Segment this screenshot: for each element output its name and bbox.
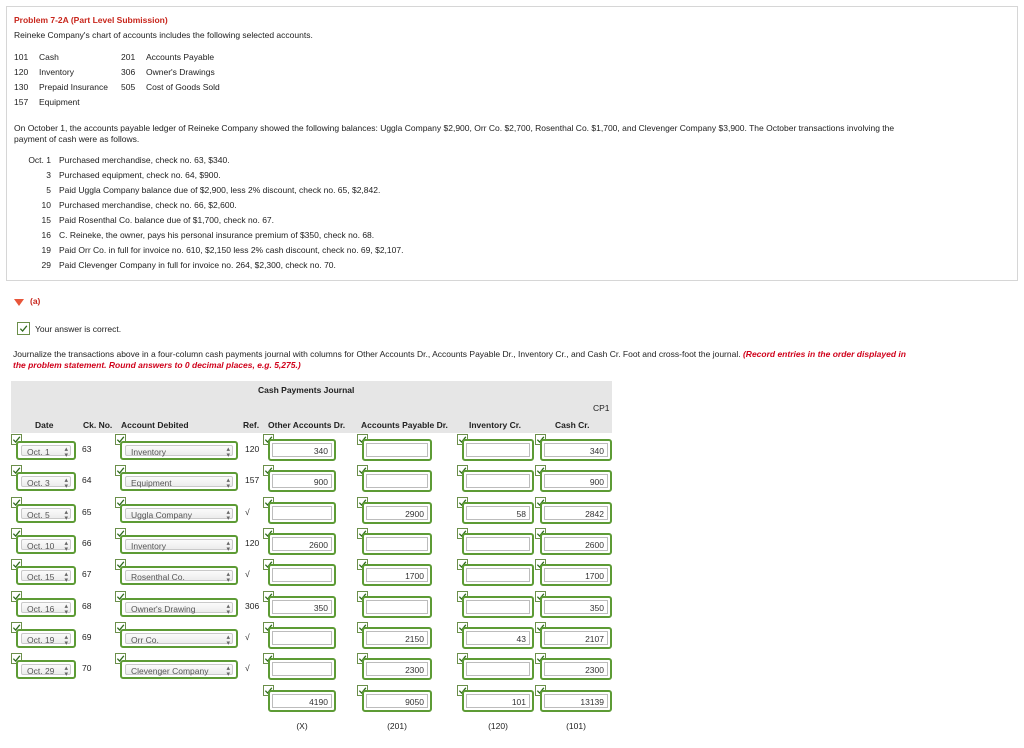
account-item (14, 52, 59, 62)
inv-amount-input[interactable] (462, 596, 534, 618)
instruction-text: Journalize the transactions above in a four-column cash payments journal with columns for Other Accounts Dr., Accounts Payable Dr., Inventory Cr., and Cash Cr. Foot and cross-foot the journal. (13, 349, 741, 359)
cash-posting-ref: (101) (566, 721, 586, 731)
ap-amount-value: 1700 (366, 568, 428, 582)
part-label[interactable]: (a) (30, 296, 41, 306)
select-arrows-icon: ▴ ▾ (64, 539, 68, 553)
transaction-text: Purchased merchandise, check no. 63, $340. (59, 155, 230, 165)
date-value: Oct. 19 (21, 633, 71, 644)
account-item (14, 82, 108, 92)
inv-posting-ref: (120) (488, 721, 508, 731)
other-amount-input[interactable] (268, 533, 336, 555)
ap-amount-input[interactable] (362, 470, 432, 492)
instruction-red-1: (Record entries in the order displayed in (742, 349, 906, 359)
cash-amount-value: 1700 (544, 568, 608, 582)
account-select[interactable] (120, 629, 238, 648)
account-value: Inventory (125, 445, 233, 456)
other-amount-value (272, 662, 332, 676)
header-ck: Ck. No. (83, 420, 113, 430)
other-amount-input[interactable] (268, 658, 336, 680)
other-amount-input[interactable] (268, 439, 336, 461)
transaction-date: 29 (41, 260, 51, 270)
inv-amount-value (466, 662, 530, 676)
transaction-date: 15 (41, 215, 51, 225)
transaction-date: 19 (41, 245, 51, 255)
transaction-date: 10 (41, 200, 51, 210)
inv-amount-input[interactable] (462, 564, 534, 586)
cash-amount-input[interactable] (540, 502, 612, 524)
inv-amount-input[interactable] (462, 470, 534, 492)
date-select[interactable] (16, 472, 76, 491)
account-number: 201 (121, 52, 136, 62)
ap-amount-value (366, 537, 428, 551)
correct-text: Your answer is correct. (35, 324, 122, 334)
cash-total-input[interactable] (540, 690, 612, 712)
cash-amount-value: 350 (544, 600, 608, 614)
journal-title: Cash Payments Journal (258, 385, 355, 395)
select-arrows-icon: ▴ ▾ (64, 446, 68, 459)
account-value: Owner's Drawing (125, 602, 233, 613)
cash-amount-input[interactable] (540, 564, 612, 586)
ap-amount-value: 2300 (366, 662, 428, 676)
account-value: Rosenthal Co. (125, 570, 233, 581)
inv-amount-input[interactable] (462, 658, 534, 680)
ap-amount-value (366, 474, 428, 488)
account-name: Prepaid Insurance (39, 82, 108, 92)
other-amount-input[interactable] (268, 596, 336, 618)
cash-amount-input[interactable] (540, 658, 612, 680)
select-arrows-icon: ▴ ▾ (226, 633, 230, 647)
date-select[interactable] (16, 566, 76, 585)
select-arrows-icon: ▴ ▾ (226, 477, 230, 491)
select-arrows-icon: ▴ ▾ (226, 665, 230, 679)
select-arrows-icon: ▴ ▾ (64, 633, 68, 647)
ap-posting-ref: (201) (387, 721, 407, 731)
header-account: Account Debited (121, 420, 189, 430)
transaction-date: 5 (46, 185, 51, 195)
inv-total-value: 101 (466, 694, 530, 708)
cash-amount-input[interactable] (540, 596, 612, 618)
transaction-text: Paid Clevenger Company in full for invoice no. 264, $2,300, check no. 70. (59, 260, 336, 270)
account-select[interactable] (120, 660, 238, 679)
ref-value: √ (245, 631, 250, 642)
account-number: 130 (14, 82, 29, 92)
account-name: Accounts Payable (146, 52, 215, 62)
date-value: Oct. 15 (21, 570, 71, 581)
account-name: Cash (39, 52, 59, 62)
ap-amount-input[interactable] (362, 533, 432, 555)
other-amount-value (272, 631, 332, 645)
transaction-date: 3 (46, 170, 51, 180)
problem-title: Problem 7-2A (Part Level Submission) (14, 15, 168, 25)
account-value: Clevenger Company (125, 664, 233, 675)
cash-amount-value: 2842 (544, 506, 608, 520)
ap-amount-input[interactable] (362, 502, 432, 524)
header-ap: Accounts Payable Dr. (361, 420, 448, 430)
other-amount-value: 340 (272, 443, 332, 457)
date-select[interactable] (16, 629, 76, 648)
cash-amount-value: 2107 (544, 631, 608, 645)
account-name: Cost of Goods Sold (146, 82, 220, 92)
journal-page: CP1 (593, 403, 610, 413)
account-select[interactable] (120, 504, 238, 523)
account-number: 157 (14, 97, 29, 107)
cash-amount-input[interactable] (540, 627, 612, 649)
date-select[interactable] (16, 535, 76, 554)
ap-amount-value: 2900 (366, 506, 428, 520)
check-number: 64 (82, 475, 92, 486)
account-select[interactable] (120, 566, 238, 585)
other-amount-value: 900 (272, 474, 332, 488)
header-cash: Cash Cr. (555, 420, 590, 430)
date-value: Oct. 3 (21, 476, 71, 487)
inv-amount-input[interactable] (462, 627, 534, 649)
cash-amount-value: 900 (544, 474, 608, 488)
instruction-line1 (13, 349, 906, 359)
account-item (121, 67, 215, 77)
select-arrows-icon: ▴ ▾ (226, 571, 230, 585)
select-arrows-icon: ▴ ▾ (64, 602, 68, 616)
date-value: Oct. 16 (21, 602, 71, 613)
select-arrows-icon: ▴ ▾ (226, 446, 230, 459)
account-name: Inventory (39, 67, 74, 77)
account-item (14, 67, 74, 77)
check-number: 68 (82, 600, 92, 611)
header-other: Other Accounts Dr. (268, 420, 346, 430)
ap-amount-value (366, 600, 428, 614)
account-value: Uggla Company (125, 508, 233, 519)
instruction-red-2: the problem statement. Round answers to 0 decimal places, e.g. 5,275.) (13, 360, 301, 370)
select-arrows-icon: ▴ ▾ (64, 665, 68, 679)
account-select[interactable] (120, 472, 238, 491)
cash-amount-value: 340 (544, 443, 608, 457)
other-amount-value: 2600 (272, 537, 332, 551)
account-item (121, 52, 214, 62)
collapse-arrow-icon[interactable] (14, 299, 24, 306)
ap-amount-value: 2150 (366, 631, 428, 645)
ref-value: √ (245, 569, 250, 580)
account-number: 101 (14, 52, 29, 62)
date-value: Oct. 5 (21, 508, 71, 519)
header-date: Date (35, 420, 54, 430)
transaction-text: Paid Uggla Company balance due of $2,900, less 2% discount, check no. 65, $2,842. (59, 185, 381, 195)
ref-value: 120 (245, 537, 260, 548)
inv-amount-value: 58 (466, 506, 530, 520)
check-number: 69 (82, 631, 92, 642)
problem-panel (6, 6, 1018, 281)
select-arrows-icon: ▴ ▾ (226, 602, 230, 616)
cash-amount-input[interactable] (540, 470, 612, 492)
cash-amount-input[interactable] (540, 439, 612, 461)
inv-amount-value (466, 568, 530, 582)
account-item (14, 97, 80, 107)
transaction-text: Purchased merchandise, check no. 66, $2,600. (59, 200, 237, 210)
paragraph-line1: On October 1, the accounts payable ledger of Reineke Company showed the following balances: Uggla Company $2,900, Orr Co. $2,700, Rosenthal Co. $1,700, and Clevenger Company $3,900. The October transactions involving the (14, 123, 895, 133)
account-value: Inventory (125, 539, 233, 550)
other-amount-input[interactable] (268, 627, 336, 649)
account-item (121, 82, 220, 92)
ap-amount-input[interactable] (362, 439, 432, 461)
account-number: 306 (121, 67, 136, 77)
problem-intro: Reineke Company's chart of accounts includes the following selected accounts. (14, 30, 313, 40)
inv-total-input[interactable] (462, 690, 534, 712)
header-ref: Ref. (243, 420, 260, 430)
other-amount-value: 350 (272, 600, 332, 614)
date-select[interactable] (16, 504, 76, 523)
inv-amount-input[interactable] (462, 502, 534, 524)
date-value: Oct. 29 (21, 664, 71, 675)
transaction-text: Paid Orr Co. in full for invoice no. 610, $2,150 less 2% cash discount, check no. 69, $2,107. (59, 245, 404, 255)
check-number: 65 (82, 506, 92, 517)
account-value: Equipment (125, 476, 233, 487)
other-amount-input[interactable] (268, 502, 336, 524)
select-arrows-icon: ▴ ▾ (226, 539, 230, 553)
account-select[interactable] (120, 535, 238, 554)
other-posting-ref: (X) (296, 721, 308, 731)
select-arrows-icon: ▴ ▾ (64, 508, 68, 522)
ap-amount-input[interactable] (362, 596, 432, 618)
inv-amount-value (466, 600, 530, 614)
transaction-text: Paid Rosenthal Co. balance due of $1,700, check no. 67. (59, 215, 275, 225)
check-number: 67 (82, 569, 92, 580)
date-value: Oct. 1 (21, 445, 71, 456)
other-amount-input[interactable] (268, 564, 336, 586)
inv-amount-value (466, 443, 530, 457)
account-select[interactable] (120, 598, 238, 617)
check-number: 63 (82, 444, 92, 454)
date-value: Oct. 10 (21, 539, 71, 550)
other-total-input[interactable] (268, 690, 336, 712)
other-amount-value (272, 506, 332, 520)
other-total-value: 4190 (272, 694, 332, 708)
inv-amount-value (466, 537, 530, 551)
ref-value: 157 (245, 475, 260, 486)
select-arrows-icon: ▴ ▾ (64, 477, 68, 491)
select-arrows-icon: ▴ ▾ (64, 571, 68, 585)
transaction-date: 16 (41, 230, 51, 240)
ap-amount-input[interactable] (362, 658, 432, 680)
account-select[interactable] (120, 441, 238, 460)
paragraph-line2: payment of cash were as follows. (14, 134, 140, 144)
other-amount-value (272, 568, 332, 582)
check-number: 66 (82, 537, 92, 548)
select-arrows-icon: ▴ ▾ (226, 508, 230, 522)
inv-amount-value (466, 474, 530, 488)
transaction-date: Oct. 1 (28, 155, 51, 165)
cash-amount-value: 2600 (544, 537, 608, 551)
inv-amount-input[interactable] (462, 533, 534, 555)
cash-total-value: 13139 (544, 694, 608, 708)
date-select[interactable] (16, 598, 76, 617)
inv-amount-value: 43 (466, 631, 530, 645)
ref-value: √ (245, 506, 250, 517)
ap-amount-value (366, 443, 428, 457)
date-select[interactable] (16, 660, 76, 679)
check-number: 70 (82, 663, 92, 674)
header-inv: Inventory Cr. (469, 420, 521, 430)
account-number: 505 (121, 82, 136, 92)
date-select[interactable] (16, 441, 76, 460)
correct-check-icon (17, 322, 30, 335)
account-number: 120 (14, 67, 29, 77)
ap-total-value: 9050 (366, 694, 428, 708)
transaction-text: C. Reineke, the owner, pays his personal insurance premium of $350, check no. 68. (59, 230, 375, 240)
account-value: Orr Co. (125, 633, 233, 644)
account-name: Owner's Drawings (146, 67, 215, 77)
inv-amount-input[interactable] (462, 439, 534, 461)
ap-total-input[interactable] (362, 690, 432, 712)
cash-amount-input[interactable] (540, 533, 612, 555)
other-amount-input[interactable] (268, 470, 336, 492)
ref-value: 120 (245, 444, 260, 454)
account-name: Equipment (39, 97, 80, 107)
ap-amount-input[interactable] (362, 564, 432, 586)
ap-amount-input[interactable] (362, 627, 432, 649)
cash-amount-value: 2300 (544, 662, 608, 676)
transaction-text: Purchased equipment, check no. 64, $900. (59, 170, 221, 180)
ref-value: √ (245, 663, 250, 674)
ref-value: 306 (245, 600, 260, 611)
